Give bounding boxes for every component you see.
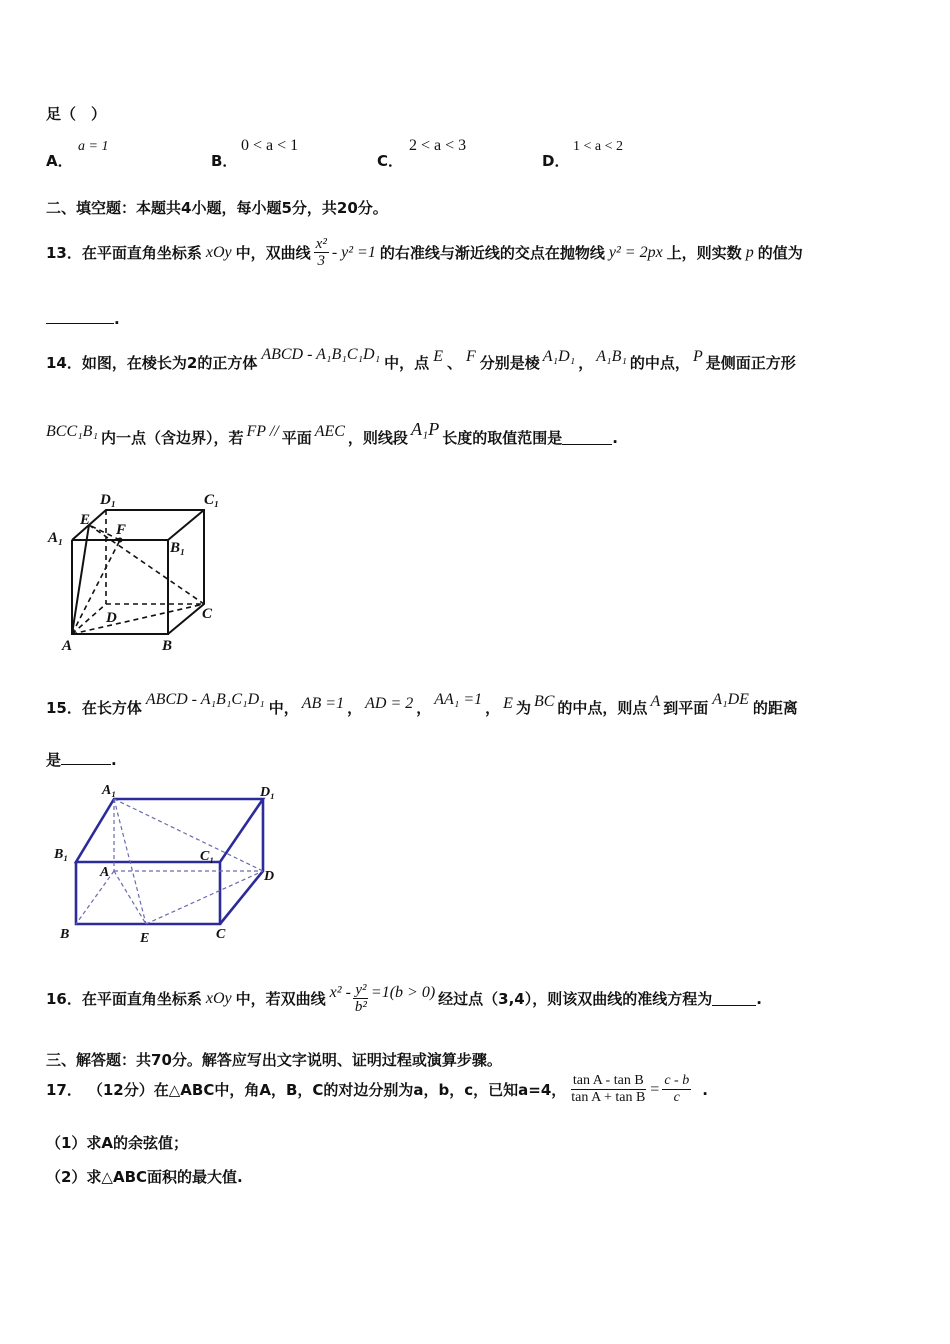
q15-math-ad: AD = 2 [365,694,414,712]
q16-end: . [756,989,762,1008]
q15-math-bc: BC [533,692,555,710]
q14-math-cube: ABCD - A₁B₁C₁D₁ [261,345,381,363]
q17-eq: = [650,1080,660,1098]
q14-math-e: E [433,347,443,365]
q14-math-a1p: A₁P [410,419,440,439]
q14-math-face: BCC₁B₁ [46,422,99,440]
q17-end: . [702,1080,708,1099]
q13-text-1: 在平面直角坐标系 [81,244,202,262]
q13-text-3: 的右准线与渐近线的交点在抛物线 [379,244,605,262]
option-d-label: D． [542,152,570,170]
cube-point-f [118,538,123,543]
q16-frac-num: y² [355,982,367,998]
q15-text-9: 的距离 [752,699,798,717]
q16-fraction [353,982,369,1015]
cube-label-a1: A₁ [48,530,64,546]
q14-text-11: 长度的取值范围是 [442,429,563,447]
q17-sub2: （2）求△ABC面积的最大值. [46,1168,243,1186]
q17-fraction-2 [662,1073,691,1106]
q15-line-1 [46,690,798,718]
cube-label-c: C [202,606,213,622]
cube-hidden-ad [72,604,106,634]
cube-edge-b1c1 [168,510,204,540]
q15-text-7: 的中点，则点 [557,699,648,717]
q15-text-4: ， [416,699,432,717]
cube-front-face [72,540,168,634]
q15-text-5: ， [485,699,501,717]
q14-math-aec: AEC [314,422,345,440]
q16-math-eq: =1(b > 0) [370,983,436,1001]
q14-text-7: 是侧面正方形 [705,354,796,372]
cuboid-figure [50,780,290,950]
cuboid-label-d1: D₁ [260,785,275,800]
cube-label-c1: C₁ [204,492,220,508]
q14-text-4: 分别是棱 [479,354,540,372]
option-a-text: a = 1 [78,139,109,154]
q17-text: （12分）在△ABC中，角A，B，C的对边分别为a，b，c，已知a=4， [87,1081,567,1099]
q13-math-hyperbola: - y² =1 [331,243,376,261]
q15-end: . [111,751,117,769]
q17-frac1-num: tan A - tan B [572,1073,644,1088]
q16-math-x2: x² - [329,983,351,1001]
cuboid-label-e: E [140,931,150,946]
q15-text-8: 到平面 [663,699,709,717]
cube-label-e: E [80,512,91,528]
q13-end: . [114,310,120,328]
cube-label-d: D [106,610,117,626]
q14-math-a1b1: A₁B₁ [596,347,627,365]
cuboid-label-b1: B₁ [54,847,69,862]
q14-text-3: 、 [446,354,462,372]
q15-math-a1de: A₁DE [712,690,749,708]
q15-number: 15． [46,699,82,717]
option-d-text: 1 < a < 2 [573,139,624,154]
q17-frac2-num: c - b [664,1073,690,1088]
cuboid-top-face [76,799,263,862]
q14-number: 14． [46,354,82,372]
q14-text-9: 平面 [281,429,312,447]
q16-text-3: 经过点（3,4），则该双曲线的准线方程为 [438,990,713,1008]
q13-frac-num: x² [315,236,327,252]
q14-line-1 [46,345,796,373]
option-c-label: C． [377,152,404,170]
q13-text-4: 上，则实数 [666,244,742,262]
cuboid-label-a: A [100,865,110,880]
cube-hidden-ac [72,604,204,634]
option-c-text: 2 < a < 3 [409,137,467,154]
cube-label-f: F [116,522,127,538]
q16-line [46,982,762,1015]
cuboid-label-c: C [216,927,226,942]
q13-line [46,236,803,269]
option-b-label: B． [211,152,238,170]
q15-text-3: ， [347,699,363,717]
section2-title: 二、填空题：本题共4小题，每小题5分，共20分。 [46,199,388,217]
q17-fraction-1 [569,1073,647,1106]
q16-number: 16． [46,990,82,1008]
option-b-text: 0 < a < 1 [241,137,299,154]
q15-text-10: 是 [46,751,62,769]
q12-tail: 足（ ） [46,105,107,123]
q17-sub1: （1）求A的余弦值； [46,1134,189,1152]
q14-line-2 [46,419,618,448]
q13-frac-den: 3 [317,253,325,269]
cuboid-label-d: D [264,869,275,884]
q13-fraction [314,236,329,269]
q15-answer-blank[interactable] [61,750,111,765]
cube-label-d1: D₁ [100,492,117,508]
q17-frac1-den: tan A + tan B [571,1090,646,1105]
q16-text-1: 在平面直角坐标系 [81,990,202,1008]
q15-math-aa1: AA₁ =1 [434,690,483,708]
q13-text-2: 中，双曲线 [235,244,311,262]
q13-number: 13． [46,244,82,262]
cube-label-a: A [62,638,73,653]
cuboid-label-b: B [60,927,70,942]
cube-back-edges [72,510,204,634]
q14-answer-blank[interactable] [562,430,612,445]
q16-frac-den: b² [354,999,367,1015]
cuboid-right-edges [220,799,263,924]
section3-title: 三、解答题：共70分。解答应写出文字说明、证明过程或演算步骤。 [46,1051,502,1069]
q14-text-10: ，则线段 [347,429,408,447]
q13-answer-line [46,309,120,328]
q15-text-2: 中， [268,699,299,717]
cuboid-hidden-ed [146,871,263,924]
q14-text-8: 内一点（含边界），若 [101,429,244,447]
q14-text-6: 的中点， [629,354,690,372]
q13-text-5: 的值为 [757,244,803,262]
q14-text-2: 中，点 [384,354,430,372]
q14-math-a1d1: A₁D₁ [542,347,576,365]
cuboid-label-c1: C₁ [200,849,215,864]
cube-label-b: B [162,638,173,653]
q14-math-fp: FP // [246,422,279,440]
cuboid-hidden-ae [114,871,146,924]
q15-math-box: ABCD - A₁B₁C₁D₁ [145,690,265,708]
q13-math-xoy: xOy [205,243,232,261]
cube-figure [44,488,234,653]
q14-text-5: ， [578,354,594,372]
q17-number: 17． [46,1081,82,1099]
q13-math-p: p [745,243,754,261]
cube-label-b1: B₁ [170,540,186,556]
q15-math-ab: AB =1 [301,694,345,712]
q15-text-6: 为 [515,699,531,717]
q14-end: . [612,428,618,447]
q15-line-2 [46,749,117,770]
option-a-label: A． [46,152,73,170]
q15-text-1: 在长方体 [81,699,142,717]
q13-answer-blank[interactable] [46,309,114,324]
cuboid-hidden-a1d [114,799,263,871]
q16-math-xoy: xOy [205,989,232,1007]
q17-frac2-den: c [673,1090,680,1105]
q14-math-f: F [465,347,476,365]
q16-answer-blank[interactable] [712,991,756,1006]
q14-text-1: 如图，在棱长为2的正方体 [81,354,258,372]
q17-line [46,1073,708,1106]
q14-math-p: P [692,347,703,365]
q16-text-2: 中，若双曲线 [235,990,326,1008]
q13-math-parabola: y² = 2px [608,243,663,261]
q15-math-a: A [650,692,661,710]
q15-math-e: E [503,694,513,712]
cuboid-label-a1: A₁ [102,783,117,798]
